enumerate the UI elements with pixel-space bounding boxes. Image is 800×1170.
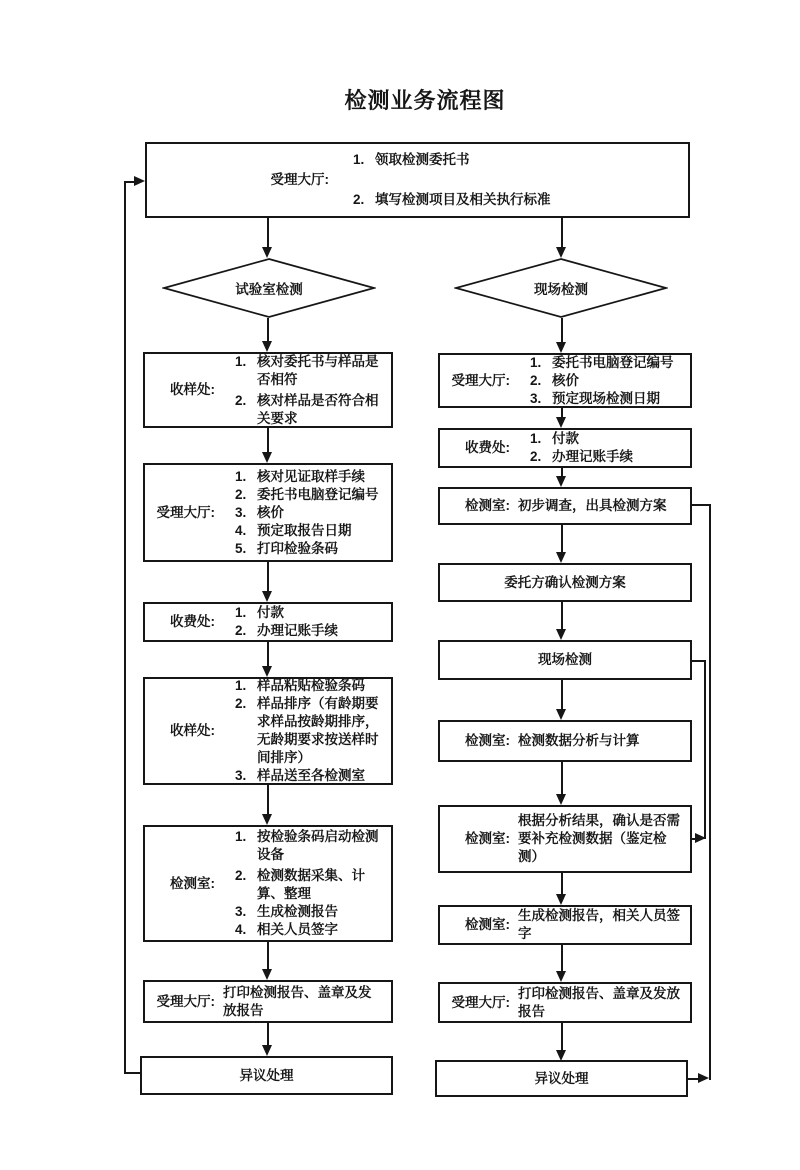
flow-arrow-shaft [561,680,563,709]
box-label: 受理大厅: [451,994,510,1010]
flow-arrowhead-down [556,552,566,563]
feedback-arrowhead-right [134,176,145,186]
box-label: 收样处: [170,723,215,738]
flow-arrow-shaft [267,428,269,452]
item-number: 2. [353,192,365,207]
item-text: 打印检验条码 [257,540,338,556]
list-item [353,151,682,169]
box-reception-hall-print-right [438,982,692,1023]
box-label: 检测室: [170,875,215,891]
item-number: 3. [235,504,247,520]
list-item [235,522,385,540]
item-number: 1. [235,829,247,844]
list-item [235,540,385,558]
flow-arrowhead-down [262,341,272,352]
box-label: 受理大厅: [451,372,510,388]
diamond-text: 试验室检测 [235,282,303,297]
list-item [235,867,385,903]
item-text: 按检验条码启动检测设备 [257,829,379,862]
flow-arrowhead-down [262,969,272,980]
box-objection-handling-left [140,1056,393,1095]
list-item [353,191,682,209]
item-number: 4. [235,522,247,538]
list-item [530,390,684,408]
item-number: 1. [235,605,247,620]
flow-arrow-shaft [561,873,563,894]
item-text: 核对委托书与样品是否相符 [257,353,379,387]
box-reception-hall-print-left [143,980,393,1023]
box-client-confirm-plan [438,563,692,602]
item-number: 3. [235,768,247,783]
item-number: 1. [530,354,542,370]
box-label: 受理大厅: [156,504,215,520]
flow-arrow-shaft [561,762,563,794]
box-reception-hall-register [143,463,393,562]
box-objection-handling-right [435,1060,688,1097]
item-text: 核价 [257,504,284,520]
item-number: 2. [530,449,542,464]
box-label: 检测室: [465,498,510,513]
box-text: 现场检测 [538,652,592,667]
item-number: 2. [235,392,247,408]
list-item [235,828,385,864]
list-item [235,392,385,428]
box-cashier-right [438,428,692,468]
item-text: 领取检测委托书 [375,152,470,167]
flow-arrowhead-down [556,342,566,353]
feedback-arrowhead-right [695,833,706,843]
list-item [530,448,684,466]
box-testing-room-left [143,825,393,942]
box-reception-hall-right [438,353,692,408]
flow-arrow-shaft [561,318,563,342]
box-site-testing [438,640,692,680]
flow-arrow-shaft [267,318,269,341]
item-text: 办理记账手续 [552,449,633,464]
decision-site-testing [454,258,668,318]
diamond-text: 现场检测 [534,282,588,297]
item-text: 付款 [257,605,284,620]
item-number: 3. [235,904,247,919]
flow-arrowhead-down [556,894,566,905]
flow-arrow-shaft [561,218,563,247]
list-item [235,767,385,785]
flow-arrow-shaft [561,525,563,552]
feedback-inner-riser [704,660,706,839]
item-text: 委托书电脑登记编号 [552,354,674,370]
item-text: 付款 [552,431,579,446]
list-item [235,604,385,622]
list-item [530,354,684,372]
list-item [235,921,385,939]
list-item [235,903,385,921]
list-item [235,622,385,640]
box-testing-room-analysis [438,720,692,762]
flow-arrowhead-down [262,247,272,258]
flow-arrow-shaft [267,785,269,814]
box-sample-receiving-sort [143,677,393,785]
flow-arrowhead-down [556,709,566,720]
box-testing-room-supplement [438,805,692,873]
item-number: 3. [530,390,542,406]
item-text: 预定取报告日期 [257,522,352,538]
item-number: 1. [235,468,247,484]
list-item [235,677,385,695]
flow-arrow-shaft [561,1023,563,1050]
item-text: 核对样品是否符合相关要求 [257,392,379,426]
item-number: 5. [235,540,247,556]
item-text: 核对见证取样手续 [257,468,365,484]
list-item [235,353,385,389]
feedback-left-bottom-segment [124,1072,140,1074]
flow-arrowhead-down [262,591,272,602]
item-number: 2. [235,623,247,638]
feedback-left-riser [124,181,126,1074]
item-text: 样品送至各检测室 [257,768,365,783]
item-text: 生成检测报告 [257,904,338,919]
list-item [530,372,684,390]
box-text: 检测数据分析与计算 [518,733,640,748]
flow-arrowhead-down [556,794,566,805]
flow-arrow-shaft [267,218,269,247]
box-cashier-left [143,602,393,642]
item-number: 1. [530,431,542,446]
box-text: 异议处理 [239,1067,294,1083]
list-item [235,486,385,504]
flow-arrow-shaft [267,562,269,591]
item-number: 1. [353,152,365,167]
flow-arrowhead-down [556,629,566,640]
item-text: 相关人员签字 [257,922,338,937]
flow-arrowhead-down [262,814,272,825]
flow-arrow-shaft [267,642,269,666]
box-testing-room-report [438,905,692,945]
box-label: 收费处: [465,440,510,455]
item-text: 样品粘贴检验条码 [257,678,365,693]
item-text: 样品排序（有龄期要求样品按龄期排序，无龄期要求按送样时间排序） [257,696,379,765]
list-item [235,468,385,486]
box-text: 生成检测报告，相关人员签字 [518,908,680,941]
box-sample-receiving-check [143,352,393,428]
flow-arrowhead-down [556,476,566,487]
box-text: 打印检测报告、盖章及发放报告 [223,984,372,1018]
flow-arrow-shaft [561,408,563,417]
box-text: 异议处理 [534,1070,589,1086]
flow-arrowhead-down [556,247,566,258]
box-text: 打印检测报告、盖章及发放报告 [518,985,680,1019]
flow-arrowhead-down [556,1050,566,1061]
flow-arrow-shaft [561,945,563,971]
item-text: 检测数据采集、计算、整理 [257,868,365,901]
flow-arrow-shaft [561,468,563,476]
flow-arrowhead-down [556,417,566,428]
box-label: 收样处: [170,382,215,397]
item-text: 委托书电脑登记编号 [257,486,379,502]
flow-arrow-shaft [267,942,269,969]
flow-arrowhead-down [262,666,272,677]
flow-arrowhead-down [556,971,566,982]
flow-arrow-shaft [267,1023,269,1045]
item-number: 2. [235,868,247,883]
flow-arrowhead-down [262,452,272,463]
item-number: 1. [235,353,247,369]
item-text: 预定现场检测日期 [552,390,660,406]
list-item [235,695,385,767]
box-text: 初步调查，出具检测方案 [518,498,667,513]
item-number: 2. [235,696,247,711]
flow-arrowhead-down [262,1045,272,1056]
feedback-outer-riser [709,504,711,1080]
box-label: 收费处: [170,614,215,629]
box-text: 委托方确认检测方案 [504,574,626,590]
list-item [235,504,385,522]
item-number: 2. [530,372,542,388]
box-label: 检测室: [465,831,510,846]
box-label: 检测室: [465,733,510,748]
box-label: 检测室: [465,917,510,932]
decision-lab-testing [162,258,376,318]
box-label: 受理大厅: [270,172,329,187]
item-number: 4. [235,922,247,937]
box-testing-room-survey [438,487,692,525]
item-number: 2. [235,486,247,502]
box-text: 根据分析结果，确认是否需要补充检测数据（鉴定检测） [518,813,680,864]
item-text: 办理记账手续 [257,623,338,638]
box-label: 受理大厅: [156,993,215,1009]
page-title: 检测业务流程图 [344,88,506,113]
box-reception-hall-top [145,142,690,218]
list-item [530,430,684,448]
feedback-arrowhead-right [698,1073,709,1083]
item-number: 1. [235,678,247,693]
flow-arrow-shaft [561,602,563,629]
item-text: 填写检测项目及相关执行标准 [375,192,551,207]
item-text: 核价 [552,372,579,388]
